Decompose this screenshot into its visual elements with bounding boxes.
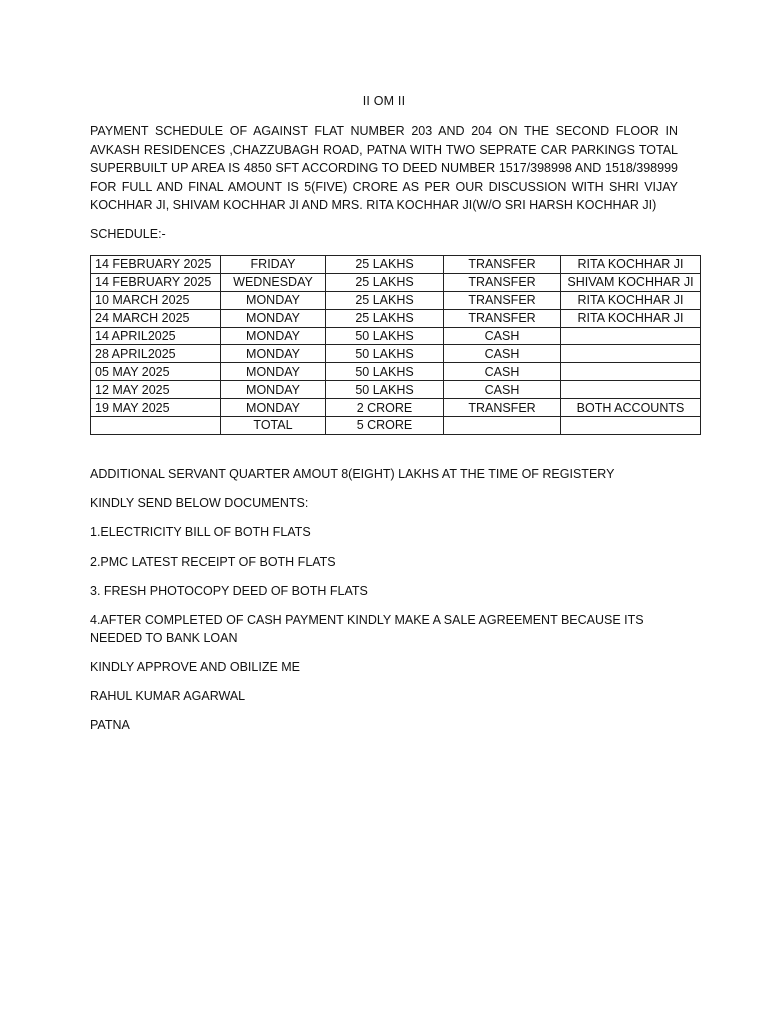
amount-cell: 50 LAKHS [326,363,444,381]
table-row [91,273,701,291]
mode-cell: CASH [444,327,561,345]
mode-cell: TRANSFER [444,291,561,309]
date-cell [91,417,221,435]
mode-cell: TRANSFER [444,256,561,274]
mode-cell: CASH [444,345,561,363]
table-row [91,291,701,309]
additional-note: ADDITIONAL SERVANT QUARTER AMOUT 8(EIGHT) LAKHS AT THE TIME OF REGISTERY [90,467,615,481]
mode-cell: TRANSFER [444,399,561,417]
page-heading: II OM II [362,94,406,108]
recipient-cell: SHIVAM KOCHHAR JI [561,273,701,291]
mode-cell: CASH [444,363,561,381]
recipient-cell [561,417,701,435]
table-row [91,363,701,381]
day-cell: MONDAY [221,327,326,345]
document-item-deed-photocopy: 3. FRESH PHOTOCOPY DEED OF BOTH FLATS [90,584,368,598]
total-label-cell: TOTAL [221,417,326,435]
intro-paragraph: PAYMENT SCHEDULE OF AGAINST FLAT NUMBER 203 AND 204 ON THE SECOND FLOOR IN AVKASH RESIDENCES ,CHAZZUBAGH ROAD, PATNA WITH TWO SEPRATE CAR PARKINGS TOTAL SUPERBUILT UP AREA IS 4850 SFT ACCORDING TO DEED NUMBER 1517/398998 AND 1518/398999 FOR FULL AND FINAL AMOUNT IS 5(FIVE) CRORE AS PER OUR DISCUSSION WITH SHRI VIJAY KOCHHAR JI, SHIVAM KOCHHAR JI AND MRS. RITA KOCHHAR JI(W/O SRI HARSH KOCHHAR JI) [90,124,678,213]
closing-line: KINDLY APPROVE AND OBILIZE ME [90,660,301,674]
date-cell: 12 MAY 2025 [91,381,221,399]
amount-cell: 25 LAKHS [326,273,444,291]
recipient-cell [561,381,701,399]
payment-schedule-table [90,255,701,435]
amount-cell: 25 LAKHS [326,291,444,309]
date-cell: 14 APRIL2025 [91,327,221,345]
day-cell: FRIDAY [221,256,326,274]
day-cell: MONDAY [221,309,326,327]
schedule-label: SCHEDULE:- [90,227,166,241]
recipient-cell [561,327,701,345]
day-cell: MONDAY [221,399,326,417]
recipient-cell: RITA KOCHHAR JI [561,256,701,274]
mode-cell: CASH [444,381,561,399]
total-row [91,417,701,435]
table-row [91,309,701,327]
day-cell: MONDAY [221,291,326,309]
recipient-cell [561,345,701,363]
table-row [91,381,701,399]
table-row [91,256,701,274]
table-row [91,399,701,417]
date-cell: 19 MAY 2025 [91,399,221,417]
day-cell: MONDAY [221,363,326,381]
amount-cell: 50 LAKHS [326,381,444,399]
recipient-cell: RITA KOCHHAR JI [561,309,701,327]
documents-intro: KINDLY SEND BELOW DOCUMENTS: [90,496,309,510]
document-item-sale-agreement: 4.AFTER COMPLETED OF CASH PAYMENT KINDLY MAKE A SALE AGREEMENT BECAUSE ITS NEEDED TO BANK LOAN [90,613,644,645]
recipient-cell [561,363,701,381]
date-cell: 10 MARCH 2025 [91,291,221,309]
amount-cell: 2 CRORE [326,399,444,417]
amount-cell: 50 LAKHS [326,327,444,345]
amount-cell: 50 LAKHS [326,345,444,363]
document-item-pmc-receipt: 2.PMC LATEST RECEIPT OF BOTH FLATS [90,555,336,569]
recipient-cell: RITA KOCHHAR JI [561,291,701,309]
day-cell: MONDAY [221,345,326,363]
total-amount-cell: 5 CRORE [326,417,444,435]
table-row [91,327,701,345]
day-cell: WEDNESDAY [221,273,326,291]
mode-cell: TRANSFER [444,273,561,291]
date-cell: 14 FEBRUARY 2025 [91,256,221,274]
signature-name: RAHUL KUMAR AGARWAL [90,689,246,703]
amount-cell: 25 LAKHS [326,309,444,327]
amount-cell: 25 LAKHS [326,256,444,274]
date-cell: 14 FEBRUARY 2025 [91,273,221,291]
document-item-electricity: 1.ELECTRICITY BILL OF BOTH FLATS [90,525,311,539]
mode-cell [444,417,561,435]
recipient-cell: BOTH ACCOUNTS [561,399,701,417]
date-cell: 28 APRIL2025 [91,345,221,363]
date-cell: 24 MARCH 2025 [91,309,221,327]
date-cell: 05 MAY 2025 [91,363,221,381]
table-row [91,345,701,363]
day-cell: MONDAY [221,381,326,399]
mode-cell: TRANSFER [444,309,561,327]
signature-place: PATNA [90,718,130,732]
